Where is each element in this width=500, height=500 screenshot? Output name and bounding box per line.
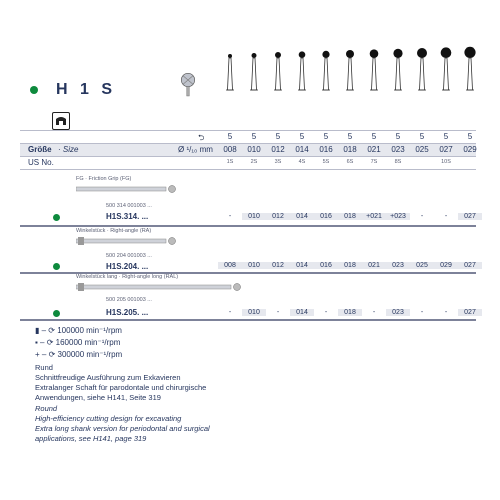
pack-value: 5 [395, 132, 401, 141]
section-ra-dot-icon [53, 263, 60, 270]
speed-icon-1: ▮ ‒ ⟳ [35, 326, 58, 335]
size-value: 027 [439, 145, 453, 154]
bur-size-018-icon [340, 44, 360, 96]
section-ra-label: Winkelstück · Right-angle (RA) [76, 228, 152, 234]
article-code[interactable]: 012 [266, 262, 290, 269]
package-icon [52, 112, 70, 130]
article-code[interactable]: 018 [338, 213, 362, 220]
article-code[interactable]: - [444, 213, 448, 220]
bur-size-016-icon [316, 44, 336, 96]
article-code[interactable]: 014 [290, 213, 314, 220]
speed-row-1: ▮ ‒ ⟳ 100000 min⁻¹/rpm [35, 326, 122, 335]
size-row: Größe · Size Ø ¹/₁₀ mm [20, 144, 476, 156]
bur-size-008-icon [220, 44, 240, 96]
bur-size-029-icon [460, 44, 480, 96]
bur-large-icon [178, 58, 208, 110]
article-code[interactable]: 027 [458, 262, 482, 269]
article-code[interactable]: 018 [338, 262, 362, 269]
speed-row-3: + ‒ ⟳ 300000 min⁻¹/rpm [35, 350, 123, 359]
speed-icon-3: + ‒ ⟳ [35, 350, 58, 359]
size-value: 014 [295, 145, 309, 154]
article-code[interactable]: - [420, 309, 424, 316]
article-code[interactable]: 021 [362, 262, 386, 269]
pack-icon: ⮌ [198, 133, 205, 142]
bur-size-027-icon [436, 44, 456, 96]
article-code[interactable]: 027 [458, 309, 482, 316]
article-code[interactable]: 010 [242, 262, 266, 269]
title-dot-icon [30, 86, 38, 94]
article-code[interactable]: +021 [362, 213, 386, 220]
article-code[interactable]: - [228, 213, 232, 220]
fg-shank-illustration [76, 185, 186, 193]
section-ra-artno: 500 204 001003 ... [106, 253, 152, 259]
article-code[interactable]: 008 [218, 262, 242, 269]
article-code[interactable]: - [324, 309, 328, 316]
section-ral-dot-icon [53, 310, 60, 317]
pack-value: 5 [371, 132, 377, 141]
article-code[interactable]: - [276, 309, 280, 316]
section-fg-artno: 500 314 001003 ... [106, 203, 152, 209]
bur-size-010-icon [244, 44, 264, 96]
section-fg-dot-icon [53, 214, 60, 221]
ral-shank-illustration [76, 282, 246, 290]
size-value: 010 [247, 145, 261, 154]
size-unit: Ø ¹/₁₀ mm [178, 145, 213, 154]
size-value: 021 [367, 145, 381, 154]
us-value: 1S [226, 159, 234, 165]
us-value: 5S [322, 159, 330, 165]
speed-icon-2: ▪ ‒ ⟳ [35, 338, 56, 347]
size-value: 023 [391, 145, 405, 154]
bur-size-014-icon [292, 44, 312, 96]
us-value: 3S [274, 159, 282, 165]
article-code[interactable]: 010 [242, 213, 266, 220]
article-code[interactable]: - [444, 309, 448, 316]
article-code[interactable]: 029 [434, 262, 458, 269]
article-code[interactable]: 025 [410, 262, 434, 269]
section-ral-label: Winkelstück lang · Right-angle long (RAL) [76, 274, 179, 280]
article-code[interactable]: - [372, 309, 376, 316]
article-code[interactable]: 014 [290, 309, 314, 316]
article-code[interactable]: - [420, 213, 424, 220]
ra-shank-illustration [76, 236, 186, 244]
section-fg-label: FG · Friction Grip (FG) [76, 176, 132, 182]
pack-value: 5 [443, 132, 449, 141]
section-ral-artno: 500 205 001003 ... [106, 297, 152, 303]
size-value: 029 [463, 145, 477, 154]
article-code[interactable]: 016 [314, 213, 338, 220]
size-value: 016 [319, 145, 333, 154]
section-fg-ref: H1S.314. ... [106, 212, 149, 221]
us-label: US No. [28, 158, 54, 167]
bur-size-012-icon [268, 44, 288, 96]
pack-value: 5 [323, 132, 329, 141]
us-value: 4S [298, 159, 306, 165]
pack-value: 5 [347, 132, 353, 141]
article-code[interactable]: 014 [290, 262, 314, 269]
us-value: 10S [441, 159, 451, 165]
size-value: 008 [223, 145, 237, 154]
article-code[interactable]: +023 [386, 213, 410, 220]
us-value: 8S [394, 159, 402, 165]
speed-row-2: ▪ ‒ ⟳ 160000 min⁻¹/rpm [35, 338, 121, 347]
article-code[interactable]: 010 [242, 309, 266, 316]
bur-size-023-icon [388, 44, 408, 96]
section-ral-ref: H1S.205. ... [106, 308, 149, 317]
pack-value: 5 [299, 132, 305, 141]
article-code[interactable]: 027 [458, 213, 482, 220]
description-de: Rund Schnittfreudige Ausführung zum Exkavieren Extralanger Schaft für parodontale und chirurgische Anwendungen, siehe H141, Seite 319 [35, 363, 207, 402]
article-code[interactable]: 018 [338, 309, 362, 316]
size-value: 012 [271, 145, 285, 154]
us-value: 7S [370, 159, 378, 165]
bur-size-021-icon [364, 44, 384, 96]
us-value: 2S [250, 159, 258, 165]
pack-value: 5 [251, 132, 257, 141]
article-code[interactable]: 023 [386, 262, 410, 269]
size-label: Größe [28, 145, 52, 154]
size-label-en: Size [62, 145, 79, 154]
bur-size-025-icon [412, 44, 432, 96]
article-code[interactable]: 016 [314, 262, 338, 269]
article-code[interactable]: 012 [266, 213, 290, 220]
us-value: 6S [346, 159, 354, 165]
pack-value: 5 [227, 132, 233, 141]
pack-value: 5 [419, 132, 425, 141]
pack-value: 5 [275, 132, 281, 141]
pack-value: 5 [467, 132, 473, 141]
description-en: Round High-efficiency cutting design for excavating Extra long shank version for periodontal and surgical applications, see H141, page 319 [35, 404, 210, 443]
size-value: 018 [343, 145, 357, 154]
article-code[interactable]: - [228, 309, 232, 316]
size-value: 025 [415, 145, 429, 154]
article-code[interactable]: 023 [386, 309, 410, 316]
section-ra-ref: H1S.204. ... [106, 262, 149, 271]
product-title: H 1 S [56, 81, 117, 98]
